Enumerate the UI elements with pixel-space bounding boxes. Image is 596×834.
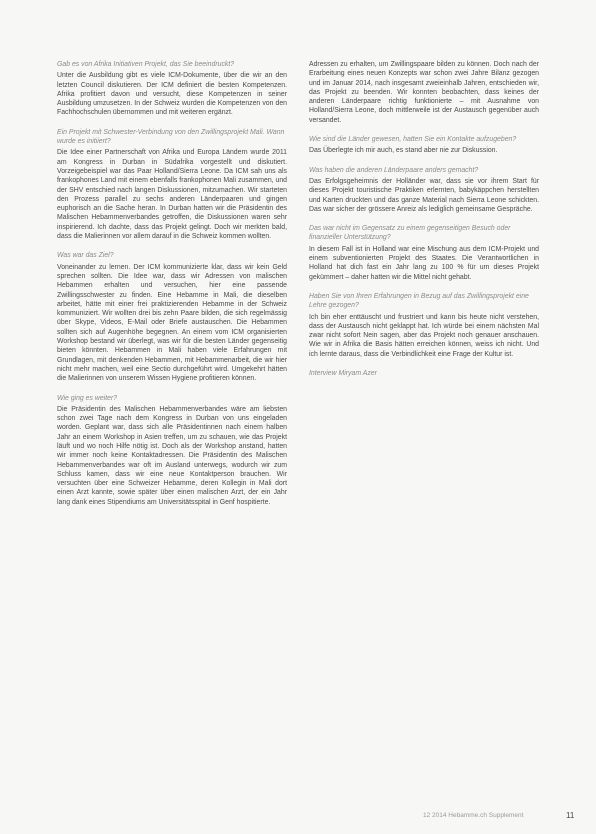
answer: Adressen zu erhalten, um Zwillingspaare bilden zu können. Doch nach der Erarbeitung eines neuen Konzepts war schon zwei Jahre Bilanz gezogen und im Januar 2014, nach insgesamt zweieinhalb Jahren, entschieden wir, das Projekt zu beenden. Wir konnten beobachten, dass keines der anderen Länderpaare richtig funktionierte – mit Ausnahme von Holland/Sierra Leone, doch mittlerweile ist der Austausch gegenüber auch versandet. xyxy=(309,61,539,124)
question: Wie sind die Länder gewesen, hatten Sie ein Kontakte aufzugeben? xyxy=(309,136,517,144)
answer: In diesem Fall ist in Holland war eine Mischung aus dem ICM-Projekt und einem subventionierten Projekt des Staates. Die Verantwortlichen in Holland hat dich fast ein Jahr lang zu 100 % für um dieses Projekt gekümmert – daher hatten wir die Mittel nicht gehabt. xyxy=(309,245,539,281)
answer: Voneinander zu lernen. Der ICM kommunizierte klar, dass wir kein Geld sprechen sollten. Die Idee war, dass wir Adressen von malischen Hebammen erhalten und versuchen, hier eine passende Zwillingsschwester zu finden. Eine Hebamme in Mali, die dieselben arbeitet, hätte mit einer frei praktizierenden Hebamme in der Schweiz kommuniziert. Wir wollten drei bis zehn Paare bilden, die sich regelmässig über Skype, Videos, E-Mail oder Briefe austauschen. Die Hebammen sollten sich auf Augenhöhe begegnen. An einem vom ICM organisierten Workshop bestand wir überlegt, was wir für die besten Länder gegenseitig bieten könnten. Hebammen in Mali haben viele Erfahrungen mit Grundlagen, mit denkenden Hebammen, mit Hebammenarbeit, die wir hier nicht mehr machen, weil eine Sectio durchgeführt wird. Umgekehrt hätten die Malierinnen von unserem Wissen Hygiene profitieren können. xyxy=(57,263,287,383)
answer: Das Erfolgsgeheimnis der Holländer war, dass sie vor ihrem Start für dieses Projekt touristische Praktiken erlernten, babykäppchen herstellten und Karten druckten und das ganze Material nach Sierra Leone schickten. Das war sicher der grössere Anreiz als lediglich gemeinsame Gespräche. xyxy=(309,177,539,213)
answer: Unter die Ausbildung gibt es viele ICM-Dokumente, über die wir an den letzten Council diskutieren. Der ICM definiert die besten Kompetenzen. Afrika profitiert davon und versucht, diese Kompetenzen in seiner Ausbildung umzusetzen. In der Schweiz wurden die Kompetenzen von den Fachhochschulen übernommen und mit weiteren ergänzt. xyxy=(57,72,287,117)
page-footer xyxy=(423,812,583,819)
question: Haben Sie von Ihren Erfahrungen in Bezug auf das Zwillingsprojekt eine Lehre gezogen? xyxy=(309,292,529,310)
interview-credit: Interview Miryam Azer xyxy=(309,370,377,378)
answer: Die Idee einer Partnerschaft von Afrika und Europa Ländern wurde 2011 am Kongress in Durban in Südafrika vorgestellt und diskutiert. Vorzeigebeispiel war das Paar Holland/Sierra Leone. Da ICM sah uns als frankophones Land mit einem ebenfalls frankophonen Mali zusammen, und der SHV entschied nach langen Diskussionen, mitzumachen. Wir starteten den Prozess parallel zu sechs anderen Länderpaaren und gingen euphorisch an die Sache heran. In Durban hatten wir die Präsidentin des Malischen Hebammenverbandes getroffen, die Diskussionen waren sehr inspirierend. Ich dachte, dass das Projekt gelingt. Doch wir merkten bald, dass die Malierinnen vor allem darauf in die Schweiz kommen wollten. xyxy=(57,149,287,241)
left-column xyxy=(57,60,287,517)
question: Was haben die anderen Länderpaare anders gemacht? xyxy=(309,166,479,174)
answer: Ich bin eher enttäuscht und frustriert und kann bis heute nicht verstehen, dass der Austausch nicht geklappt hat. Ich würde bei einem nächsten Mal zwar nicht sofort Nein sagen, aber das Projekt noch genauer anschauen. Wie wir in Afrika die Basis hätten erreichen können, weiss ich nicht. Und ich lernte daraus, dass die Verbindlichkeit eine Frage der Kultur ist. xyxy=(309,313,539,358)
question: Was war das Ziel? xyxy=(57,252,114,260)
footer-text: 12 2014 Hebamme.ch Supplement xyxy=(423,812,524,819)
page-number: 11 xyxy=(566,811,575,820)
question: Gab es von Afrika Initiativen Projekt, das Sie beeindruckt? xyxy=(57,61,235,68)
answer: Die Präsidentin des Malischen Hebammenverbandes wäre am liebsten schon zwei Tage nach dem Kongress in Durban von uns eingeladen worden. Geplant war, dass sich alle Präsidentinnen nach einem halben Jahr an einem Workshop in Asien treffen, um zu schauen, wie das Projekt läuft und wo noch Hilfe nötig ist. Doch als der Workshop anstand, hatten wir immer noch keine Kontaktadressen. Die Präsidentin des Malischen Hebammenverbandes war oft im Ausland unterwegs, wodurch wir zum Schluss kamen, dass wir eine neue Kontaktperson brauchen. Wir versuchten über eine Schweizer Hebamme, deren Kollegin in Mali dort einen Arzt kannte, sowie später über einen malischen Arzt, der ein Jahr lang dank eines Stipendiums am Universitätsspital in Genf hospitierte. xyxy=(57,405,287,506)
question: Wie ging es weiter? xyxy=(57,394,118,402)
answer: Das Überlegte ich mir auch, es stand aber nie zur Diskussion. xyxy=(309,147,498,155)
question: Ein Projekt mit Schwester-Verbindung von den Zwillingsprojekt Mali. Wann wurde es initiiert? xyxy=(57,128,285,146)
right-column xyxy=(309,60,539,378)
question: Das war nicht im Gegensatz zu einem gegenseitigen Besuch oder finanzieller Unterstützung? xyxy=(309,225,511,242)
